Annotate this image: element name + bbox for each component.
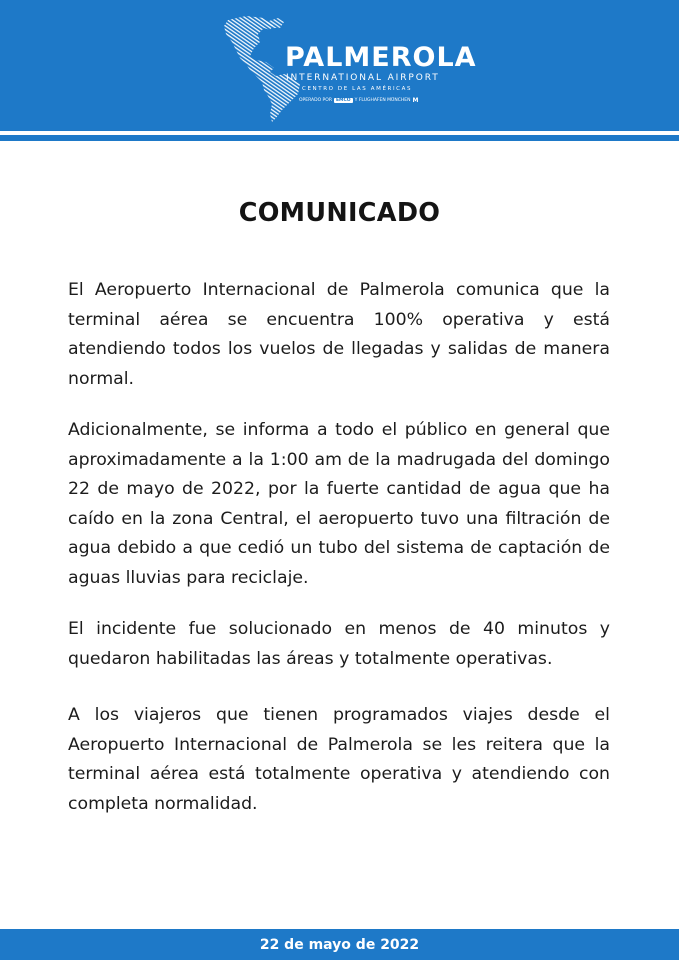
operator-join-label: Y FLUGHAFEN MÜNCHEN: [354, 98, 411, 103]
operator-line: [299, 97, 418, 104]
munich-airport-mark: M: [412, 97, 419, 104]
paragraph-1: El Aeropuerto Internacional de Palmerola comunica que la terminal aérea se encuentra 100% operativa y está atendiendo todos los vuelos de llegadas y salidas de manera normal.: [68, 280, 610, 389]
paragraph-4: A los viajeros que tienen programados viajes desde el Aeropuerto Internacional de Palmerola se les reitera que la terminal aérea está totalmente operativa y atendiendo con completa normalidad.: [68, 705, 610, 814]
paragraph-3: El incidente fue solucionado en menos de 40 minutos y quedaron habilitadas las áreas y totalmente operativas.: [68, 619, 610, 669]
page-title: COMUNICADO: [238, 198, 441, 228]
operator-badge: EMCO: [335, 98, 351, 103]
header-banner: [0, 0, 679, 131]
brand-subtitle: INTERNATIONAL AIRPORT: [286, 73, 440, 83]
paragraph-2: Adicionalmente, se informa a todo el público en general que aproximadamente a la 1:00 am de la madrugada del domingo 22 de mayo de 2022, por la fuerte cantidad de agua que ha caído en la zona Central, el aeropuerto tuvo una filtración de agua debido a que cedió un tubo del sistema de captación de aguas lluvias para reciclaje.: [68, 420, 610, 588]
header-divider-stripe: [0, 135, 679, 141]
palmerola-logo: [220, 14, 477, 124]
brand-name: PALMEROLA: [285, 42, 477, 73]
brand-tagline: CENTRO DE LAS AMÉRICAS: [302, 86, 413, 92]
operated-by-label: OPERADO POR: [299, 98, 332, 103]
footer-banner: [0, 929, 679, 960]
footer-date: 22 de mayo de 2022: [259, 937, 420, 953]
